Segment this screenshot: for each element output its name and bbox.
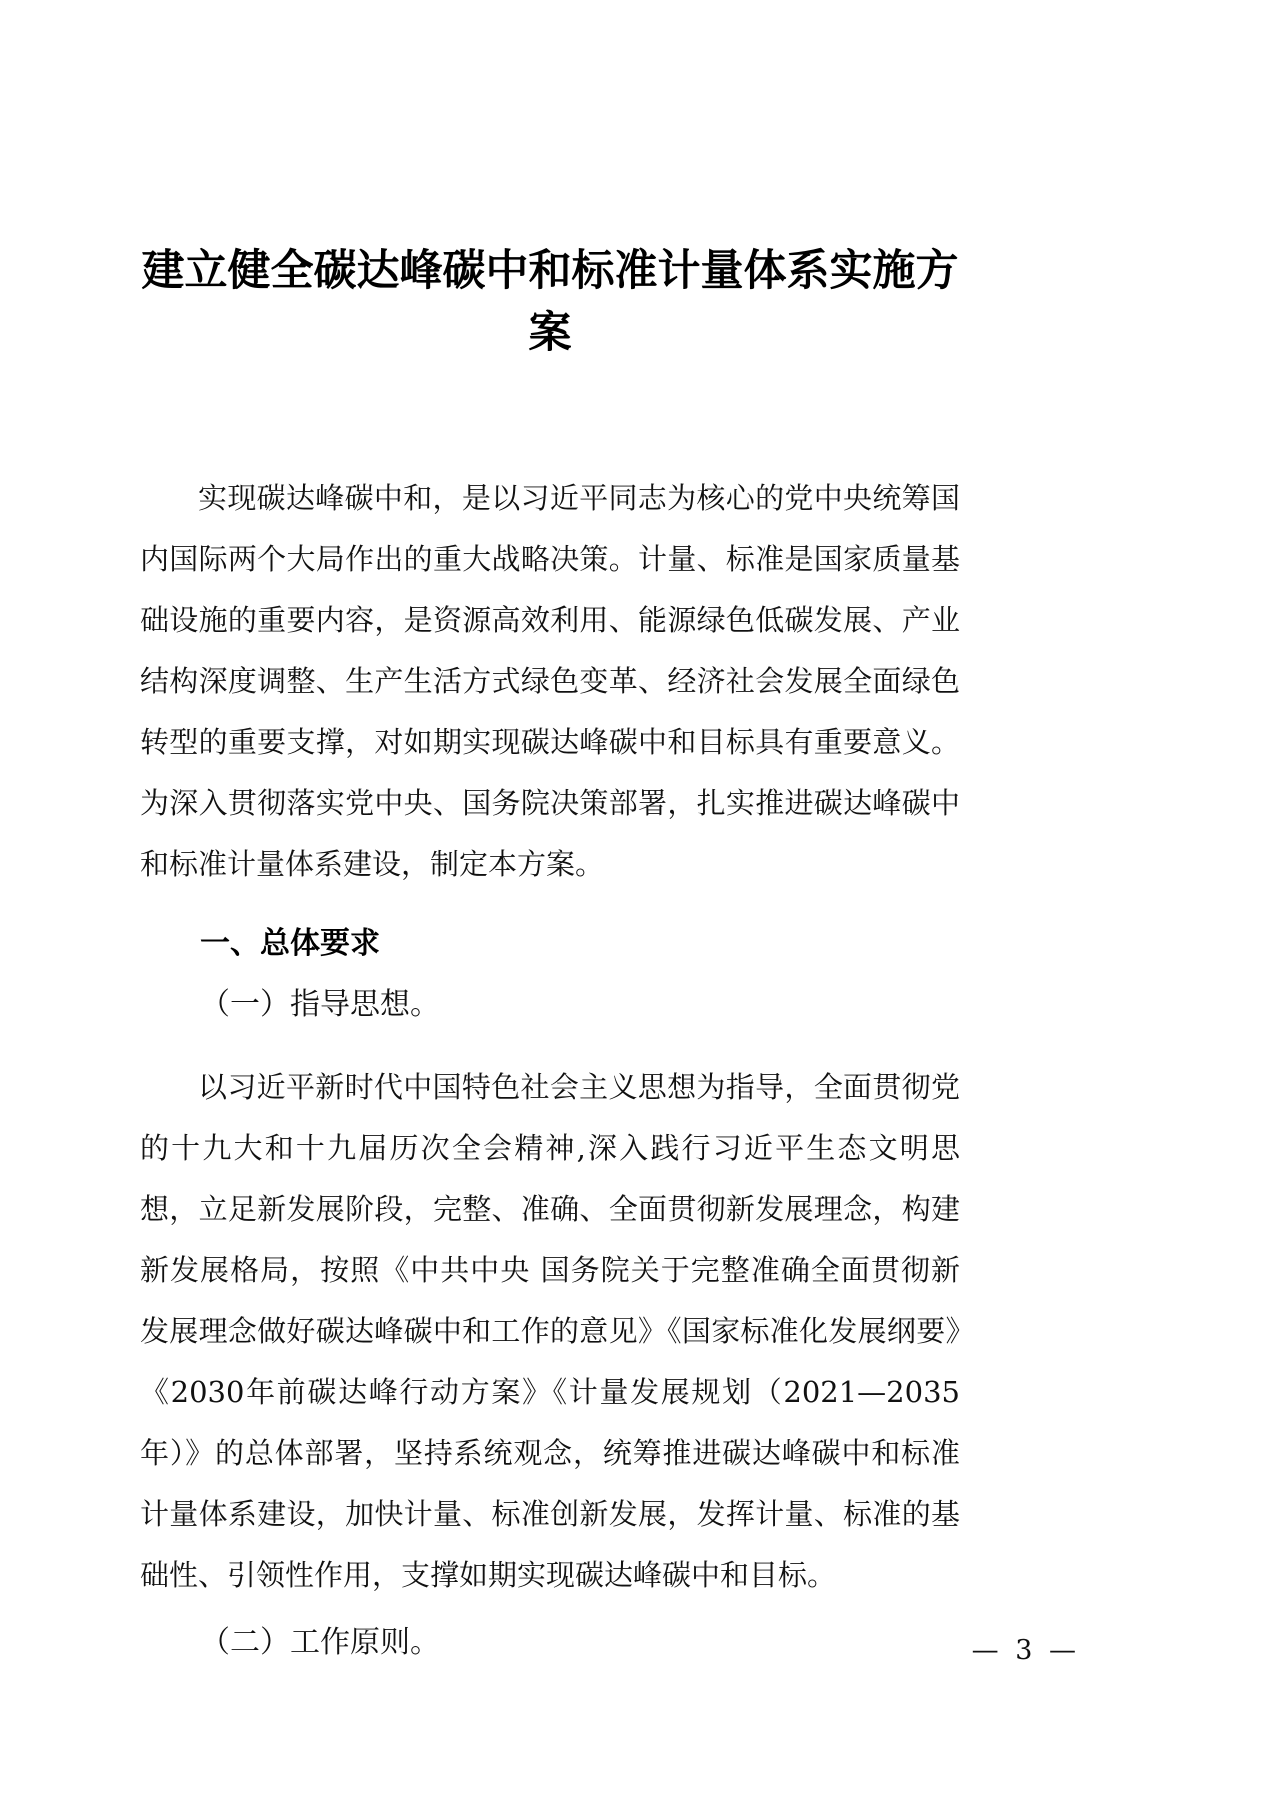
- paragraph-guiding-ideology: 以习近平新时代中国特色社会主义思想为指导，全面贯彻党的十九大和十九届历次全会精神,深入践行习近平生态文明思想，立足新发展阶段，完整、准确、全面贯彻新发展理念，构建新发展格局，按照《中共中央 国务院关于完整准确全面贯彻新发展理念做好碳达峰碳中和工作的意见》《国家标准化发展纲要》《2030年前碳达峰行动方案》《计量发展规划（2021—2035 年）》的总体部署，坚持系统观念，统筹推进碳达峰碳中和标准计量体系建设，加快计量、标准创新发展，发挥计量、标准的基础性、引领性作用，支撑如期实现碳达峰碳中和目标。: [140, 1070, 960, 1592]
- subsection-heading-guiding-ideology: （一）指导思想。: [200, 987, 440, 1022]
- subsection-heading-work-principles: （二）工作原则。: [200, 1625, 440, 1660]
- document-title: 建立健全碳达峰碳中和标准计量体系实施方案: [141, 246, 959, 358]
- document-content: [140, 0, 960, 1673]
- section-heading-overall-requirements: 一、总体要求: [200, 926, 380, 961]
- page-number: — 3 —: [971, 1635, 1080, 1666]
- paragraph-intro: 实现碳达峰碳中和，是以习近平同志为核心的党中央统筹国内国际两个大局作出的重大战略决策。计量、标准是国家质量基础设施的重要内容，是资源高效利用、能源绿色低碳发展、产业结构深度调整、生产生活方式绿色变革、经济社会发展全面绿色转型的重要支撑，对如期实现碳达峰碳中和目标具有重要意义。为深入贯彻落实党中央、国务院决策部署，扎实推进碳达峰碳中和标准计量体系建设，制定本方案。: [140, 481, 960, 881]
